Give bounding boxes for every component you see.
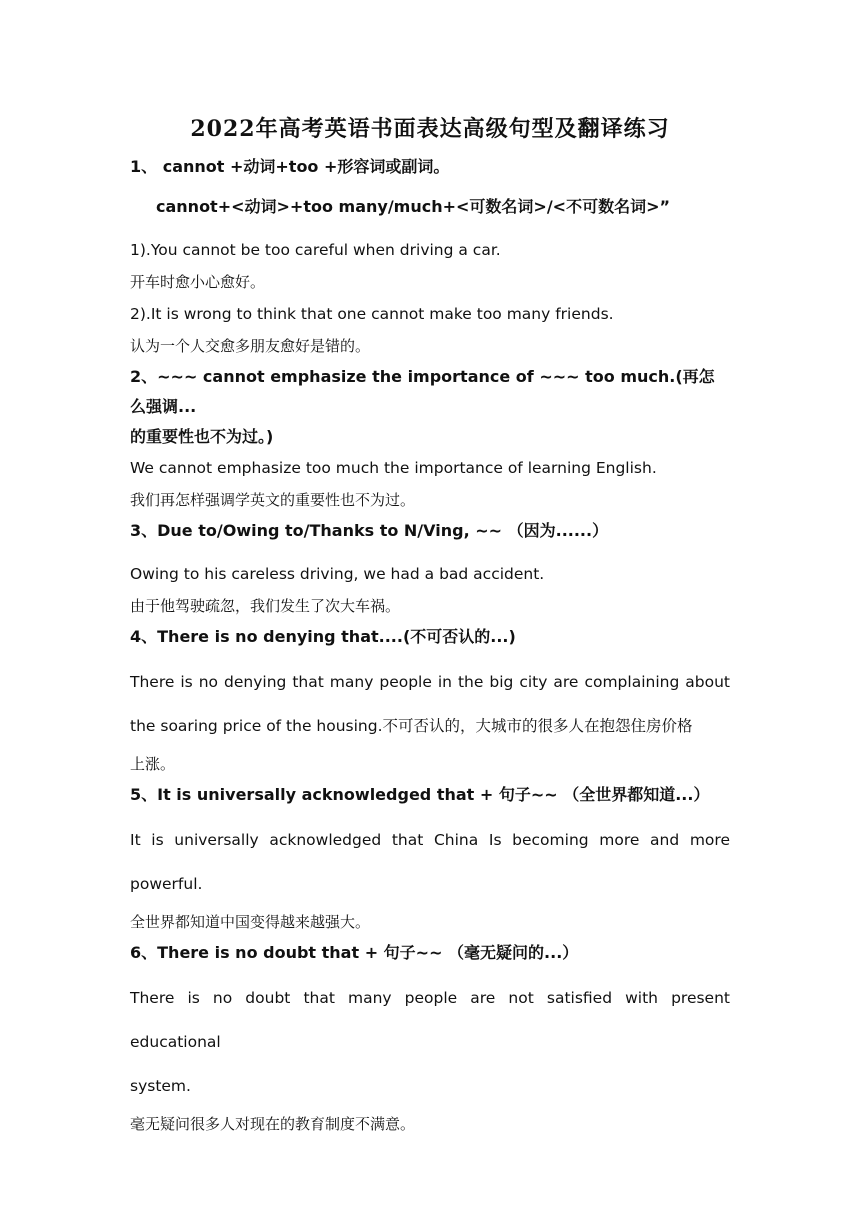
section-1-heading: 1、 cannot +动词+too +形容词或副词。 <box>130 157 450 176</box>
section-5-example-en-line1: It is universally acknowledged that China Is becoming more and more <box>130 831 730 849</box>
section-1-example-1-en: 1).You cannot be too careful when driving a car. <box>130 241 501 259</box>
section-5-example-en-line2: powerful. <box>130 875 203 893</box>
section-2-example-zh: 我们再怎样强调学英文的重要性也不为过。 <box>130 491 416 509</box>
section-4-example-en-line2: the soaring price of the housing.不可否认的，大城市的很多人在抱怨住房价格 <box>130 717 693 735</box>
section-5-heading: 5、It is universally acknowledged that + 句子~~ （全世界都知道...） <box>130 785 710 804</box>
section-6-heading: 6、There is no doubt that + 句子~~ （毫无疑问的...） <box>130 943 579 962</box>
section-6-example-en-line1: There is no doubt that many people are not satisfied with present educational <box>130 989 730 1051</box>
section-3-example-en: Owing to his careless driving, we had a bad accident. <box>130 565 545 583</box>
section-1-subheading: cannot+<动词>+too many/much+<可数名词>/<不可数名词>” <box>156 197 670 216</box>
section-3-example-zh: 由于他驾驶疏忽，我们发生了次大车祸。 <box>130 597 401 615</box>
section-5-example-zh: 全世界都知道中国变得越来越强大。 <box>130 913 371 931</box>
document-page <box>130 100 730 1140</box>
section-3-heading: 3、Due to/Owing to/Thanks to N/Ving, ~~ （因为......） <box>130 521 609 540</box>
section-2-heading-line1: 2、~~~ cannot emphasize the importance of ~~~ too much.(再怎么强调... <box>130 367 715 416</box>
section-4-heading: 4、There is no denying that....(不可否认的...) <box>130 627 516 646</box>
section-4-example-zh-line3: 上涨。 <box>130 755 176 773</box>
document-title: 2022年高考英语书面表达高级句型及翻译练习 <box>190 116 670 142</box>
section-2-heading-line2: 的重要性也不为过。) <box>130 427 274 446</box>
section-6-example-en-line2: system. <box>130 1077 191 1095</box>
section-1-example-2-en: 2).It is wrong to think that one cannot make too many friends. <box>130 305 614 323</box>
section-4-example-en-line1: There is no denying that many people in the big city are complaining about <box>130 673 730 691</box>
section-1-example-1-zh: 开车时愈小心愈好。 <box>130 273 266 291</box>
section-6-example-zh: 毫无疑问很多人对现在的教育制度不满意。 <box>130 1115 416 1133</box>
section-2-example-en: We cannot emphasize too much the importance of learning English. <box>130 459 657 477</box>
section-1-example-2-zh: 认为一个人交愈多朋友愈好是错的。 <box>130 337 371 355</box>
